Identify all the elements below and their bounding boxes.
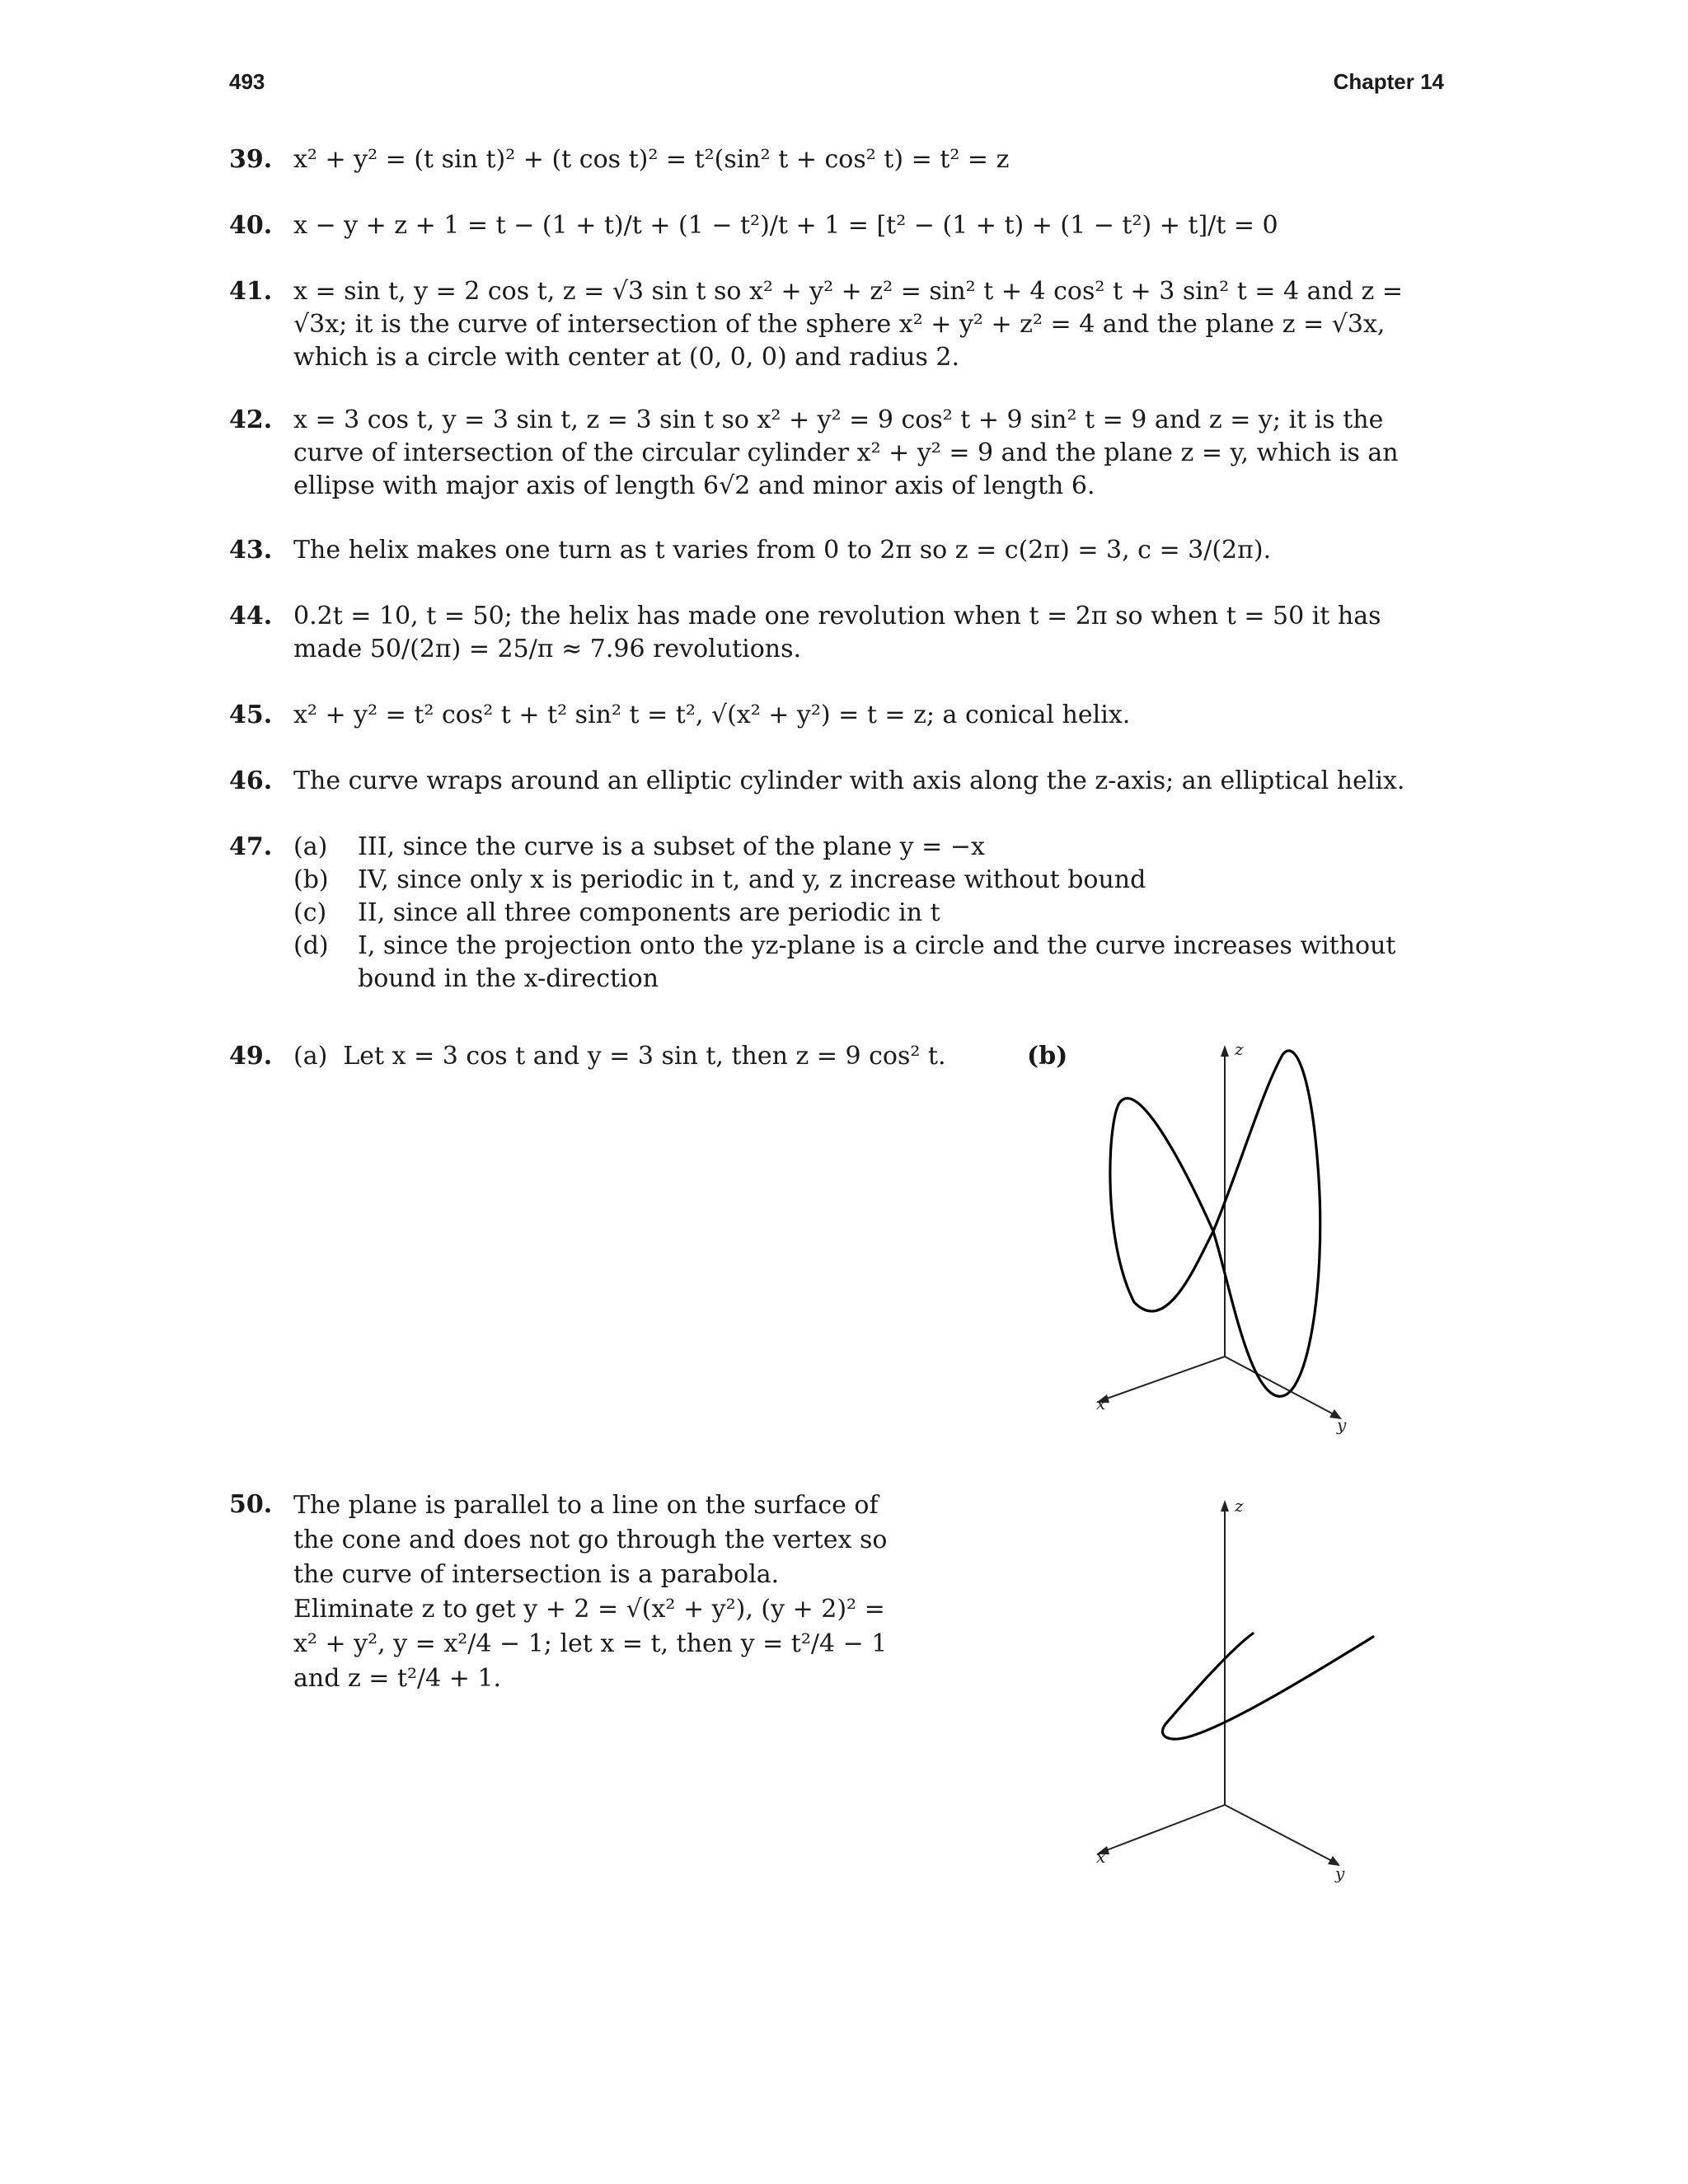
page-number: 493	[229, 69, 265, 94]
problem-parts	[293, 831, 1444, 996]
problem-50	[229, 1488, 905, 1696]
problem-number: 46.	[229, 766, 273, 795]
problem-text: The plane is parallel to a line on the surface of the cone and does not go through the vertex so the curve of intersection is a parabola. Eliminate z to get y + 2 = √(x² + y²), (y + 2)² = x² + y², y = x²/4 − 1; let x = t, then y = t²/4 − 1 and z = t²/4 + 1.	[293, 1491, 888, 1693]
problem-number: 42.	[229, 405, 273, 434]
part-text: IV, since only x is periodic in t, and y, z increase without bound	[358, 865, 1146, 894]
problem-number: 50.	[229, 1490, 273, 1519]
figure-49-plot	[1071, 1030, 1401, 1442]
part-text: I, since the projection onto the yz-plane is a circle and the curve increases without bound in the x-direction	[358, 931, 1396, 993]
curve-50	[1162, 1633, 1373, 1739]
part-label: (a)	[293, 832, 328, 861]
problem-text: x − y + z + 1 = t − (1 + t)/t + (1 − t²)/t + 1 = [t² − (1 + t) + (1 − t²) + t]/t = 0	[293, 211, 1278, 240]
problem-number: 39.	[229, 145, 273, 174]
problem-number: 40.	[229, 211, 273, 240]
y-axis-label: y	[1337, 1415, 1347, 1435]
z-axis-arrow	[1221, 1500, 1229, 1511]
part-a-text: Let x = 3 cos t and y = 3 sin t, then z = 9 cos² t.	[343, 1042, 946, 1071]
problem-number: 41.	[229, 277, 273, 306]
problem-42	[229, 404, 1444, 503]
problem-44	[229, 600, 1444, 666]
problem-text: x = sin t, y = 2 cos t, z = √3 sin t so x² + y² + z² = sin² t + 4 cos² t + 3 sin² t = 4 and z = √3x; it is the curve of intersection of the sphere x² + y² + z² = 4 and the plane z = √3x, which is a circle with center at (0, 0, 0) and radius 2.	[293, 277, 1404, 372]
part-a	[293, 831, 1444, 864]
problem-39	[229, 143, 1444, 176]
problem-45	[229, 699, 1444, 732]
x-axis-label: x	[1096, 1847, 1106, 1867]
z-axis-label: z	[1235, 1496, 1244, 1516]
problem-number: 47.	[229, 832, 273, 861]
part-label: (c)	[293, 898, 327, 927]
curve-49	[1110, 1051, 1320, 1396]
part-label: (d)	[293, 931, 329, 960]
problem-text: 0.2t = 10, t = 50; the helix has made one revolution when t = 2π so when t = 50 it has made 50/(2π) = 25/π ≈ 7.96 revolutions.	[293, 602, 1381, 663]
problem-number: 44.	[229, 602, 273, 630]
z-axis-label: z	[1235, 1039, 1244, 1059]
x-axis-label: x	[1096, 1394, 1106, 1413]
part-a-label: (a)	[293, 1042, 328, 1071]
problem-number: 49.	[229, 1042, 273, 1071]
y-axis	[1225, 1805, 1332, 1861]
problem-number: 45.	[229, 701, 273, 729]
part-d	[293, 930, 1444, 996]
chapter-title: Chapter 14	[1333, 69, 1444, 94]
problem-number: 43.	[229, 536, 273, 565]
problem-40	[229, 209, 1444, 242]
problem-text: x² + y² = (t sin t)² + (t cos t)² = t²(sin² t + cos² t) = t² = z	[293, 145, 1010, 174]
problem-46	[229, 765, 1444, 798]
part-c	[293, 897, 1444, 930]
problem-43	[229, 534, 1444, 567]
y-axis	[1225, 1357, 1334, 1414]
part-label: (b)	[293, 865, 329, 894]
part-text: II, since all three components are periodic in t	[358, 898, 940, 927]
problem-text: The curve wraps around an elliptic cylinder with axis along the z-axis; an elliptical helix.	[293, 766, 1405, 795]
z-axis-arrow	[1221, 1045, 1229, 1057]
problem-text: x² + y² = t² cos² t + t² sin² t = t², √(x² + y²) = t = z; a conical helix.	[293, 701, 1131, 729]
figure-50-plot	[1071, 1483, 1401, 1896]
y-axis-label: y	[1335, 1863, 1345, 1883]
x-axis	[1104, 1357, 1225, 1399]
part-text: III, since the curve is a subset of the plane y = −x	[358, 832, 985, 861]
x-axis	[1104, 1805, 1225, 1851]
problem-47	[229, 831, 1444, 996]
problem-41	[229, 275, 1444, 374]
part-b	[293, 864, 1444, 897]
problem-text: The helix makes one turn as t varies from 0 to 2π so z = c(2π) = 3, c = 3/(2π).	[293, 536, 1272, 565]
problem-text: x = 3 cos t, y = 3 sin t, z = 3 sin t so x² + y² = 9 cos² t + 9 sin² t = 9 and z = y; it is the curve of intersection of the circular cylinder x² + y² = 9 and the plane z = y, which is an ellipse with major axis of length 6√2 and minor axis of length 6.	[293, 405, 1399, 500]
part-b-label: (b)	[1027, 1042, 1068, 1071]
